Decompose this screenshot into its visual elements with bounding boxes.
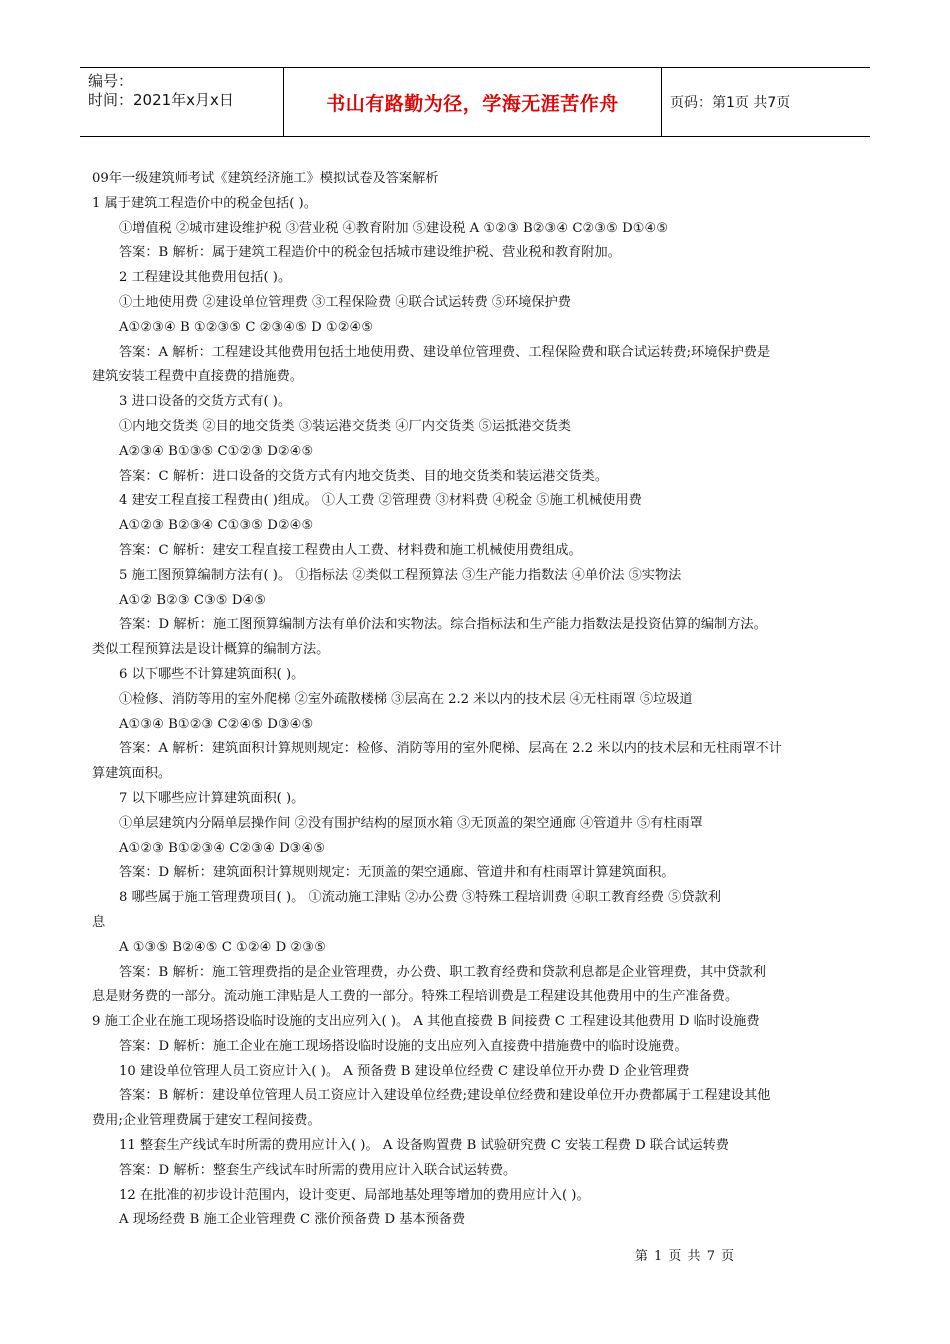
document-time-label: 时间：2021年x月x日: [88, 91, 234, 109]
text-line: 答案：D 解析：施工图预算编制方法有单价法和实物法。综合指标法和生产能力指数法是投资估算的编制方法。: [119, 617, 767, 633]
text-line: 答案：B 解析：属于建筑工程造价中的税金包括城市建设维护税、营业税和教育附加。: [119, 245, 621, 261]
text-line: ①增值税 ②城市建设维护税 ③营业税 ④教育附加 ⑤建设税 A ①②③ B②③④ C②③⑤ D①④⑤: [119, 220, 669, 236]
text-line: 1 属于建筑工程造价中的税金包括( )。: [92, 195, 317, 211]
text-line: A①②③④ B ①②③⑤ C ②③④⑤ D ①②④⑤: [119, 319, 374, 335]
text-line: 算建筑面积。: [92, 766, 172, 782]
header-middle-cell: [284, 68, 662, 136]
text-line: ①内地交货类 ②目的地交货类 ③装运港交货类 ④厂内交货类 ⑤运抵港交货类: [119, 418, 571, 434]
text-line: A①② B②③ C③⑤ D④⑤: [119, 592, 267, 608]
text-line: 答案：A 解析：工程建设其他费用包括土地使用费、建设单位管理费、工程保险费和联合试运转费;环境保护费是: [119, 344, 771, 360]
page-footer: 第 1 页 共 7 页: [634, 1249, 736, 1264]
text-line: 2 工程建设其他费用包括( )。: [119, 270, 292, 286]
text-line: 3 进口设备的交货方式有( )。: [119, 394, 292, 410]
header-motto: 书山有路勤为径，学海无涯苦作舟: [326, 92, 619, 115]
text-line: A ①③⑤ B②④⑤ C ①②④ D ②③⑤: [119, 939, 326, 955]
text-line: 4 建安工程直接工程费由( )组成。 ①人工费 ②管理费 ③材料费 ④税金 ⑤施工机械使用费: [119, 493, 642, 509]
text-line: 费用;企业管理费属于建安工程间接费。: [92, 1113, 321, 1129]
text-line: 7 以下哪些应计算建筑面积( )。: [119, 790, 305, 806]
text-line: A②③④ B①③⑤ C①②③ D②④⑤: [119, 443, 314, 459]
text-line: 6 以下哪些不计算建筑面积( )。: [119, 666, 305, 682]
text-line: 答案：D 解析：整套生产线试车时所需的费用应计入联合试运转费。: [119, 1162, 517, 1178]
text-line: 建筑安装工程费中直接费的措施费。: [92, 369, 303, 385]
header-right-cell: [662, 68, 870, 136]
text-line: ①单层建筑内分隔单层操作间 ②没有围护结构的屋顶水箱 ③无顶盖的架空通廊 ④管道井 ⑤有柱雨罩: [119, 815, 703, 831]
text-line: 10 建设单位管理人员工资应计入( )。 A 预备费 B 建设单位经费 C 建设单位开办费 D 企业管理费: [119, 1063, 690, 1079]
text-line: A①③④ B①②③ C②④⑤ D③④⑤: [119, 716, 314, 732]
text-line: A①②③ B①②③④ C②③④ D③④⑤: [119, 840, 326, 856]
header-page-info: 页码：第1页 共7页: [670, 95, 791, 111]
document-body: [92, 167, 862, 1233]
text-line: 息: [92, 914, 106, 930]
page-header: [80, 67, 870, 137]
text-line: 答案：B 解析：建设单位管理人员工资应计入建设单位经费;建设单位经费和建设单位开办费都属于工程建设其他: [119, 1088, 771, 1104]
text-line: 答案：C 解析：进口设备的交货方式有内地交货类、目的地交货类和装运港交货类。: [119, 468, 609, 484]
text-line: 5 施工图预算编制方法有( )。 ①指标法 ②类似工程预算法 ③生产能力指数法 ④单价法 ⑤实物法: [119, 567, 682, 583]
text-line: 答案：C 解析：建安工程直接工程费由人工费、材料费和施工机械使用费组成。: [119, 542, 582, 558]
text-line: ①土地使用费 ②建设单位管理费 ③工程保险费 ④联合试运转费 ⑤环境保护费: [119, 294, 571, 310]
text-line: A①②③ B②③④ C①③⑤ D②④⑤: [119, 518, 314, 534]
document-number-label: 编号：: [88, 72, 134, 90]
text-line: 9 施工企业在施工现场搭设临时设施的支出应列入( )。 A 其他直接费 B 间接费 C 工程建设其他费用 D 临时设施费: [92, 1014, 760, 1030]
text-line: 答案：D 解析：建筑面积计算规则规定：无顶盖的架空通廊、管道井和有柱雨罩计算建筑面积。: [119, 865, 675, 881]
text-line: 09年一级建筑师考试《建筑经济施工》模拟试卷及答案解析: [92, 171, 439, 186]
text-line: 答案：A 解析：建筑面积计算规则规定：检修、消防等用的室外爬梯、层高在 2.2 米以内的技术层和无柱雨罩不计: [119, 741, 782, 757]
text-line: 类似工程预算法是设计概算的编制方法。: [92, 642, 330, 658]
text-line: 答案：D 解析：施工企业在施工现场搭设临时设施的支出应列入直接费中措施费中的临时设施费。: [119, 1038, 688, 1054]
text-line: 8 哪些属于施工管理费项目( )。 ①流动施工津贴 ②办公费 ③特殊工程培训费 ④职工教育经费 ⑤贷款利: [119, 890, 721, 906]
text-line: 12 在批准的初步设计范围内，设计变更、局部地基处理等增加的费用应计入( )。: [119, 1187, 590, 1203]
header-left-cell: [80, 68, 284, 136]
text-line: 息是财务费的一部分。流动施工津贴是人工费的一部分。特殊工程培训费是工程建设其他费用中的生产准备费。: [92, 989, 739, 1005]
text-line: A 现场经费 B 施工企业管理费 C 涨价预备费 D 基本预备费: [119, 1212, 466, 1228]
text-line: 11 整套生产线试车时所需的费用应计入( )。 A 设备购置费 B 试验研究费 C 安装工程费 D 联合试运转费: [119, 1138, 729, 1154]
text-line: ①检修、消防等用的室外爬梯 ②室外疏散楼梯 ③层高在 2.2 米以内的技术层 ④无柱雨罩 ⑤垃圾道: [119, 691, 693, 707]
text-line: 答案：B 解析：施工管理费指的是企业管理费，办公费、职工教育经费和贷款利息都是企业管理费，其中贷款利: [119, 964, 766, 980]
